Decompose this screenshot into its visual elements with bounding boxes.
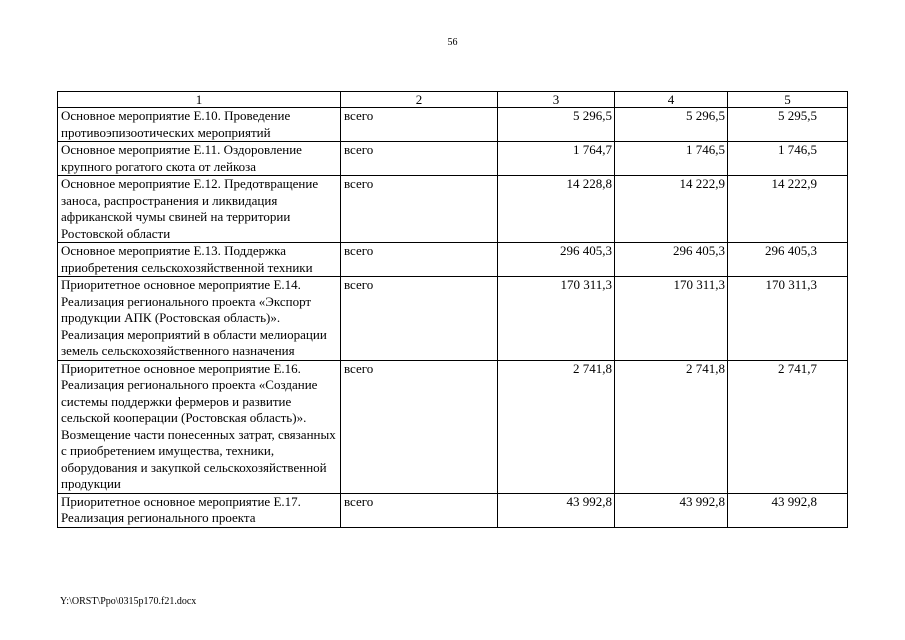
- value-col-3: 5 296,5: [498, 108, 615, 142]
- funding-source: всего: [341, 108, 498, 142]
- value-col-3: 2 741,8: [498, 360, 615, 493]
- value-col-3: 14 228,8: [498, 176, 615, 243]
- value-col-4: 14 222,9: [615, 176, 728, 243]
- funding-source: всего: [341, 277, 498, 361]
- value-col-3: 296 405,3: [498, 243, 615, 277]
- value-col-5: 14 222,9: [728, 176, 848, 243]
- value-col-3: 43 992,8: [498, 493, 615, 527]
- event-name: Основное мероприятие Е.13. Поддержка приобретения сельскохозяйственной техники: [58, 243, 341, 277]
- value-col-5: 43 992,8: [728, 493, 848, 527]
- column-header-5: 5: [728, 92, 848, 108]
- table-row: [58, 493, 848, 527]
- header-row: [58, 92, 848, 108]
- column-header-3: 3: [498, 92, 615, 108]
- column-header-2: 2: [341, 92, 498, 108]
- value-col-3: 1 764,7: [498, 142, 615, 176]
- value-col-4: 5 296,5: [615, 108, 728, 142]
- table-row: [58, 142, 848, 176]
- event-name: Основное мероприятие Е.12. Предотвращение заноса, распространения и ликвидация африканской чумы свиней на территории Ростовской области: [58, 176, 341, 243]
- value-col-3: 170 311,3: [498, 277, 615, 361]
- file-path-footer: Y:\ORST\Ppo\0315p170.f21.docx: [60, 596, 197, 607]
- event-name: Приоритетное основное мероприятие Е.14. Реализация регионального проекта «Экспорт продукции АПК (Ростовская область)». Реализация мероприятий в области мелиорации земель сельскохозяйственного назначения: [58, 277, 341, 361]
- value-col-5: 5 295,5: [728, 108, 848, 142]
- value-col-5: 2 741,7: [728, 360, 848, 493]
- event-name: Основное мероприятие Е.10. Проведение противоэпизоотических мероприятий: [58, 108, 341, 142]
- value-col-5: 1 746,5: [728, 142, 848, 176]
- value-col-5: 170 311,3: [728, 277, 848, 361]
- table-row: [58, 176, 848, 243]
- page-number: 56: [447, 37, 458, 48]
- table-row: [58, 243, 848, 277]
- value-col-4: 43 992,8: [615, 493, 728, 527]
- value-col-4: 170 311,3: [615, 277, 728, 361]
- value-col-4: 296 405,3: [615, 243, 728, 277]
- event-name: Приоритетное основное мероприятие Е.17. Реализация регионального проекта: [58, 493, 341, 527]
- table-row: [58, 360, 848, 493]
- value-col-5: 296 405,3: [728, 243, 848, 277]
- value-col-4: 2 741,8: [615, 360, 728, 493]
- funding-source: всего: [341, 243, 498, 277]
- funding-source: всего: [341, 176, 498, 243]
- column-header-4: 4: [615, 92, 728, 108]
- funding-source: всего: [341, 493, 498, 527]
- funding-source: всего: [341, 142, 498, 176]
- event-name: Основное мероприятие Е.11. Оздоровление крупного рогатого скота от лейкоза: [58, 142, 341, 176]
- column-header-1: 1: [58, 92, 341, 108]
- table-row: [58, 108, 848, 142]
- table-row: [58, 277, 848, 361]
- budget-table: [57, 91, 848, 528]
- event-name: Приоритетное основное мероприятие Е.16. Реализация регионального проекта «Создание системы поддержки фермеров и развитие сельской кооперации (Ростовская область)». Возмещение части понесенных затрат, связанных с приобретением имущества, техники, оборудования и закупкой сельскохозяйственной продукции: [58, 360, 341, 493]
- value-col-4: 1 746,5: [615, 142, 728, 176]
- funding-source: всего: [341, 360, 498, 493]
